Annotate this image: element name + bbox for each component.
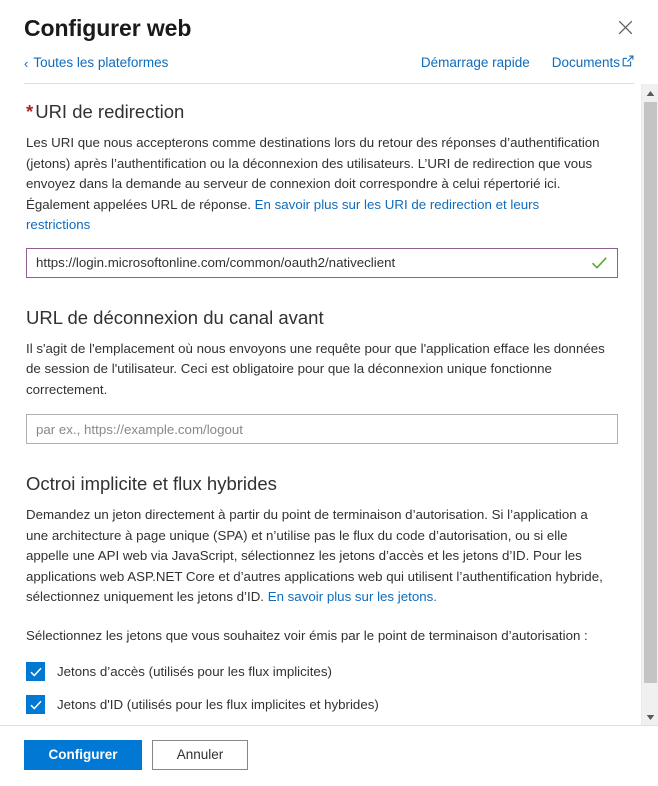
id-tokens-checkbox-row[interactable] <box>26 695 620 714</box>
redirect-uri-heading <box>26 100 620 124</box>
redirect-uri-learn-more-link[interactable]: En savoir plus sur les URI de redirection et leurs restrictions <box>26 196 540 232</box>
required-marker: * <box>26 101 34 122</box>
title-row <box>24 14 634 42</box>
redirect-uri-description <box>26 133 606 236</box>
checkmark-icon <box>591 256 617 270</box>
scroll-down-button[interactable] <box>642 708 658 725</box>
cancel-button[interactable]: Annuler <box>152 740 248 770</box>
chevron-left-icon: ‹ <box>24 55 29 71</box>
access-tokens-checkbox-label: Jetons d’accès (utilisés pour les flux implicites) <box>57 663 332 679</box>
implicit-grant-learn-more-link[interactable]: En savoir plus sur les jetons. <box>267 589 437 604</box>
header-links <box>421 54 634 72</box>
close-icon <box>618 20 633 35</box>
implicit-grant-description-text: Demandez un jeton directement à partir du point de terminaison d’autorisation. Si l’application a une architecture à page unique (SPA) et n’utilise pas le flux du code d’autorisation, ou si elle appelle une API web via JavaScript, sélectionnez les jetons d’accès et les jetons d’ID. Pour les applications web ASP.NET Core et d’autres applications web qui utilisent l’authentification hybride, sélectionnez uniquement les jetons d’ID. <box>26 507 603 604</box>
checkbox-checked-icon[interactable] <box>26 695 45 714</box>
logout-url-description: Il s'agit de l'emplacement où nous envoyons une requête pour que l'application efface les données de session de l'utilisateur. Ceci est obligatoire pour que la déconnexion unique fonctionne correctement. <box>26 340 605 397</box>
documents-link-label: Documents <box>551 55 620 70</box>
panel-footer <box>0 725 658 786</box>
command-row <box>24 54 634 83</box>
configure-button[interactable]: Configurer <box>24 740 142 770</box>
close-button[interactable] <box>610 12 640 42</box>
panel-body-content <box>0 84 658 725</box>
back-link-label: Toutes les plateformes <box>33 55 169 70</box>
access-tokens-checkbox-row[interactable] <box>26 662 620 681</box>
logout-url-field[interactable] <box>26 414 618 444</box>
external-link-icon <box>622 54 634 72</box>
token-checkbox-list <box>26 662 620 714</box>
redirect-uri-heading-text: URI de redirection <box>35 101 185 122</box>
implicit-grant-heading: Octroi implicite et flux hybrides <box>26 473 277 494</box>
scroll-up-arrow-icon <box>646 84 655 102</box>
id-tokens-checkbox-label: Jetons d'ID (utilisés pour les flux implicites et hybrides) <box>57 696 379 712</box>
scrollbar-thumb[interactable] <box>644 102 657 683</box>
checkbox-checked-icon[interactable] <box>26 662 45 681</box>
quickstart-link[interactable] <box>421 54 530 72</box>
panel-body <box>0 84 658 725</box>
back-to-all-platforms-link[interactable] <box>24 54 168 72</box>
vertical-scrollbar[interactable] <box>641 84 658 725</box>
documents-link[interactable] <box>552 54 634 72</box>
logout-url-heading: URL de déconnexion du canal avant <box>26 306 324 328</box>
implicit-grant-description <box>26 505 606 608</box>
scroll-down-arrow-icon <box>646 708 655 726</box>
page-title: Configurer web <box>24 15 192 41</box>
logout-url-input[interactable] <box>27 415 617 443</box>
quickstart-link-label: Démarrage rapide <box>420 55 530 70</box>
redirect-uri-description-text: Les URI que nous accepterons comme destinations lors du retour des réponses d’authentification (jetons) après l’authentification ou la déconnexion des utilisateurs. L’URI de redirection que vous envoyez dans la demande au serveur de connexion doit correspondre à celui répertorié ici. Également appelées URL de réponse. <box>26 135 600 212</box>
scrollbar-track[interactable] <box>642 101 658 708</box>
panel-header <box>0 0 658 84</box>
redirect-uri-input[interactable] <box>27 249 591 277</box>
redirect-uri-field[interactable] <box>26 248 618 278</box>
token-selection-prompt: Sélectionnez les jetons que vous souhaitez voir émis par le point de terminaison d’autorisation : <box>26 627 588 643</box>
scroll-up-button[interactable] <box>642 84 658 101</box>
